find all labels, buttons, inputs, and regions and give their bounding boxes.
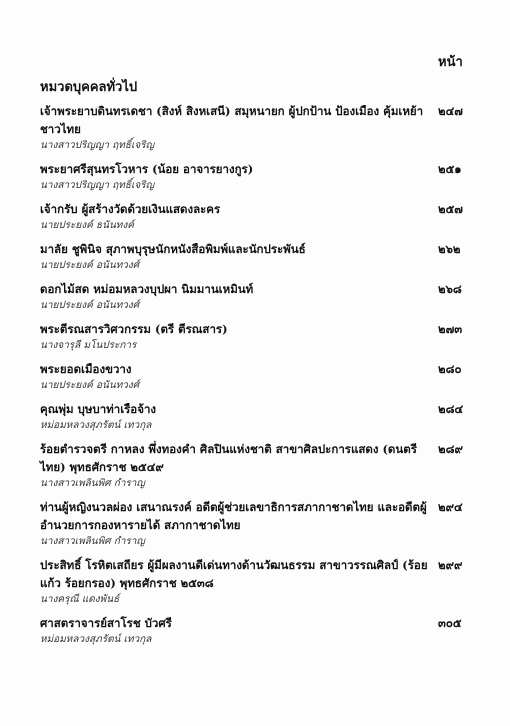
table-of-contents [40,102,480,654]
entry-author: นายประยงค์ อนันทวงศ์ [40,260,140,271]
toc-entry [40,280,480,320]
entry-page-number: ๒๘๙ [438,442,463,456]
entry-title: คุณพุ่ม บุษบาท่าเรือจ้าง [40,402,157,416]
entry-page-number: ๒๘๔ [438,402,464,416]
entry-author: นางสาวปริญญา ฤทธิ์เจริญ [40,180,155,191]
entry-page-number: ๒๘๐ [438,362,462,376]
entry-author: นางจารุลี มโนประการ [40,340,137,351]
toc-entry [40,102,480,160]
entry-author: นายประยงค์ อนันทวงศ์ [40,380,140,391]
entry-title: เจ้ากรับ ผู้สร้างวัดด้วยเงินแสดงละคร [40,202,221,216]
page-column-label: หน้า [438,55,463,70]
entry-page-number: ๒๕๑ [438,162,462,176]
entry-author: นายประยงค์ อนันทวงศ์ [40,300,140,311]
toc-entry [40,160,480,200]
entry-author: นายประยงค์ ธนันทงค์ [40,220,134,231]
toc-entry [40,200,480,240]
entry-author: นางครุณี แดงพันธ์ [40,594,120,605]
entry-title: ประสิทธิ์ โรหิตเสถียร ผู้มีผลงานดีเด่นทางด้านวัฒนธรรม สาขาวรรณศิลป์ (ร้อยแก้ว ร้อยกรอง) พุทธศักราช ๒๕๓๘ [40,558,428,590]
toc-entry [40,240,480,280]
toc-entry [40,614,480,654]
entry-page-number: ๓๐๕ [438,616,462,630]
entry-title: เจ้าพระยาบดินทรเดชา (สิงห์ สิงหเสนี) สมุหนายก ผู้ปกป้าน ป้องเมือง คุ้มเหย้าชาวไทย [40,104,424,136]
entry-title: ดอกไม้สด หม่อมหลวงบุปผา นิมมานเหมินท์ [40,282,254,296]
entry-page-number: ๒๙๔ [438,500,463,514]
section-title: หมวดบุคคลทั่วไป [40,80,138,95]
toc-entry [40,400,480,440]
entry-page-number: ๒๙๙ [438,558,463,572]
entry-title: ท่านผู้หญิงนวลผ่อง เสนาณรงค์ อดีตผู้ช่วยเลขาธิการสภากาชาดไทย และอดีตผู้อำนวยการกองหารายได้ สภากาชาดไทย [40,500,427,532]
entry-title: ร้อยตำรวจตรี กาหลง พึ่งทองคำ ศิลปินแห่งชาติ สาขาศิลปะการแสดง (ดนตรีไทย) พุทธศักราช ๒๕๔๙ [40,442,417,474]
entry-page-number: ๒๖๘ [438,282,462,296]
entry-title: ศาสตราจารย์สาโรช บัวศรี [40,616,172,630]
toc-entry [40,556,480,614]
entry-author: หม่อมหลวงสุภรัตน์ เทวกุล [40,634,152,645]
entry-title: พระยอดเมืองขวาง [40,362,132,376]
toc-entry [40,360,480,400]
entry-title: พระยาศรีสุนทรโวหาร (น้อย อาจารยางกูร) [40,162,254,176]
entry-title: มาลัย ชูพินิจ สุภาพบุรุษนักหนังสือพิมพ์และนักประพันธ์ [40,242,306,256]
toc-entry [40,320,480,360]
entry-title: พระตีรณสารวิศวกรรม (ตรี ตีรณสาร) [40,322,228,336]
entry-page-number: ๒๖๒ [438,242,461,256]
entry-page-number: ๒๔๗ [438,104,463,118]
entry-author: นางสาวปริญญา ฤทธิ์เจริญ [40,140,155,151]
toc-entry [40,498,480,556]
toc-entry [40,440,480,498]
entry-author: นางสาวเพลินพิศ กำราญ [40,536,145,547]
entry-page-number: ๒๕๗ [438,202,463,216]
entry-author: หม่อมหลวงสุภรัตน์ เทวกุล [40,420,152,431]
entry-author: นางสาวเพลินพิศ กำราญ [40,478,145,489]
entry-page-number: ๒๗๓ [438,322,463,336]
